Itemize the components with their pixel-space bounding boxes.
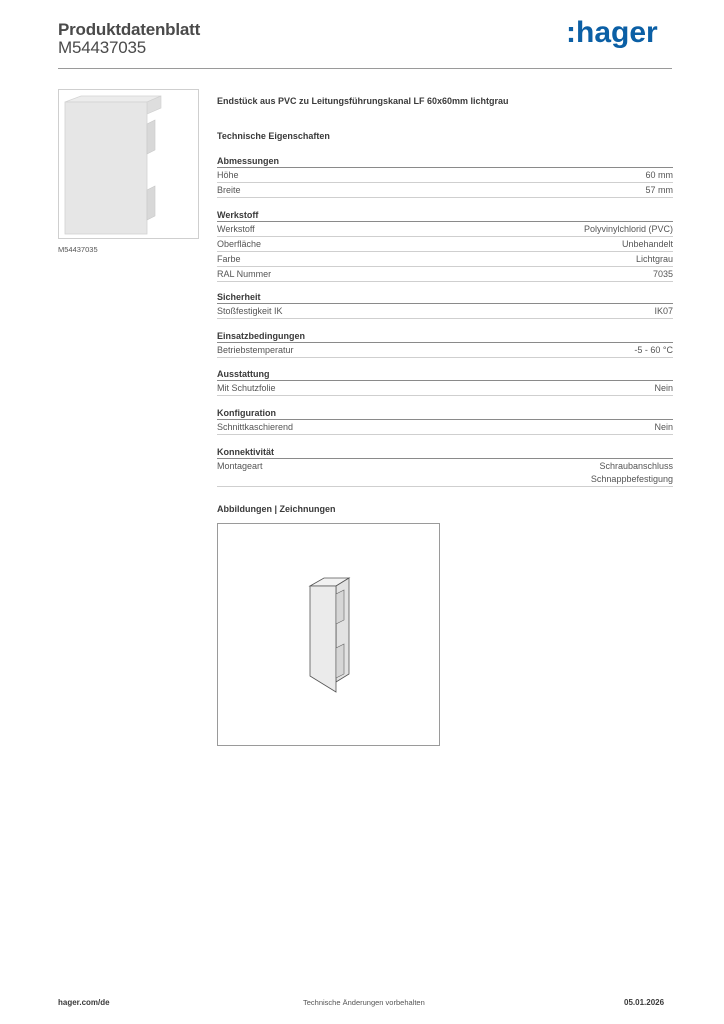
section-konnektivitaet — [217, 446, 673, 487]
section-heading: Ausstattung — [217, 368, 673, 381]
row-label: Stoßfestigkeit IK — [217, 306, 283, 316]
row-value: 7035 — [652, 269, 673, 279]
section-heading: Konfiguration — [217, 407, 673, 420]
figures-heading: Abbildungen | Zeichnungen — [217, 504, 336, 514]
row-value-line: Schnappbefestigung — [590, 474, 673, 484]
product-thumbnail — [58, 89, 199, 239]
hager-logo — [566, 14, 658, 50]
article-number: M54437035 — [58, 38, 146, 57]
row-label: Werkstoff — [217, 224, 255, 234]
row-label: Oberfläche — [217, 239, 262, 249]
row-value: Polyvinylchlorid (PVC) — [583, 224, 673, 234]
header-divider — [58, 68, 672, 69]
row-value: IK07 — [654, 306, 673, 316]
table-row — [217, 267, 673, 282]
table-row — [217, 459, 673, 487]
table-row — [217, 252, 673, 267]
end-cap-drawing-icon — [218, 524, 439, 745]
footer-date: 05.01.2026 — [624, 998, 665, 1007]
footer-website: hager.com/de — [58, 998, 110, 1007]
table-row — [217, 237, 673, 252]
table-row — [217, 420, 673, 435]
technical-properties-heading: Technische Eigenschaften — [217, 131, 330, 141]
section-heading: Einsatzbedingungen — [217, 330, 673, 343]
thumbnail-caption: M54437035 — [58, 245, 98, 254]
row-label: Breite — [217, 185, 241, 195]
row-label: Betriebstemperatur — [217, 345, 294, 355]
row-value: Nein — [654, 422, 673, 432]
logo-text: :hager — [566, 16, 658, 49]
table-row — [217, 381, 673, 396]
section-heading: Abmessungen — [217, 155, 673, 168]
section-werkstoff — [217, 209, 673, 282]
end-cap-front-icon — [59, 90, 198, 238]
table-row — [217, 343, 673, 358]
section-sicherheit — [217, 291, 673, 319]
row-value-line: Schraubanschluss — [599, 461, 673, 471]
table-row — [217, 222, 673, 237]
row-value: Lichtgrau — [635, 254, 673, 264]
table-row — [217, 168, 673, 183]
row-value: 57 mm — [645, 185, 673, 195]
row-value — [591, 460, 673, 486]
row-value: -5 - 60 °C — [634, 345, 673, 355]
product-drawing — [217, 523, 440, 746]
section-heading: Konnektivität — [217, 446, 673, 459]
row-label: Mit Schutzfolie — [217, 383, 276, 393]
section-heading: Sicherheit — [217, 291, 673, 304]
row-value: 60 mm — [645, 170, 673, 180]
row-label: Höhe — [217, 170, 239, 180]
row-label: Montageart — [217, 461, 263, 471]
section-konfiguration — [217, 407, 673, 435]
page-title: Produktdatenblatt — [58, 20, 201, 39]
row-value: Unbehandelt — [621, 239, 673, 249]
row-value: Nein — [654, 383, 673, 393]
section-ausstattung — [217, 368, 673, 396]
table-row — [217, 183, 673, 198]
product-title: Endstück aus PVC zu Leitungsführungskanal LF 60x60mm lichtgrau — [217, 96, 509, 106]
section-heading: Werkstoff — [217, 209, 673, 222]
row-label: Farbe — [217, 254, 241, 264]
section-einsatzbedingungen — [217, 330, 673, 358]
footer-disclaimer: Technische Änderungen vorbehalten — [303, 998, 425, 1007]
row-label: RAL Nummer — [217, 269, 272, 279]
section-abmessungen — [217, 155, 673, 198]
row-label: Schnittkaschierend — [217, 422, 294, 432]
table-row — [217, 304, 673, 319]
